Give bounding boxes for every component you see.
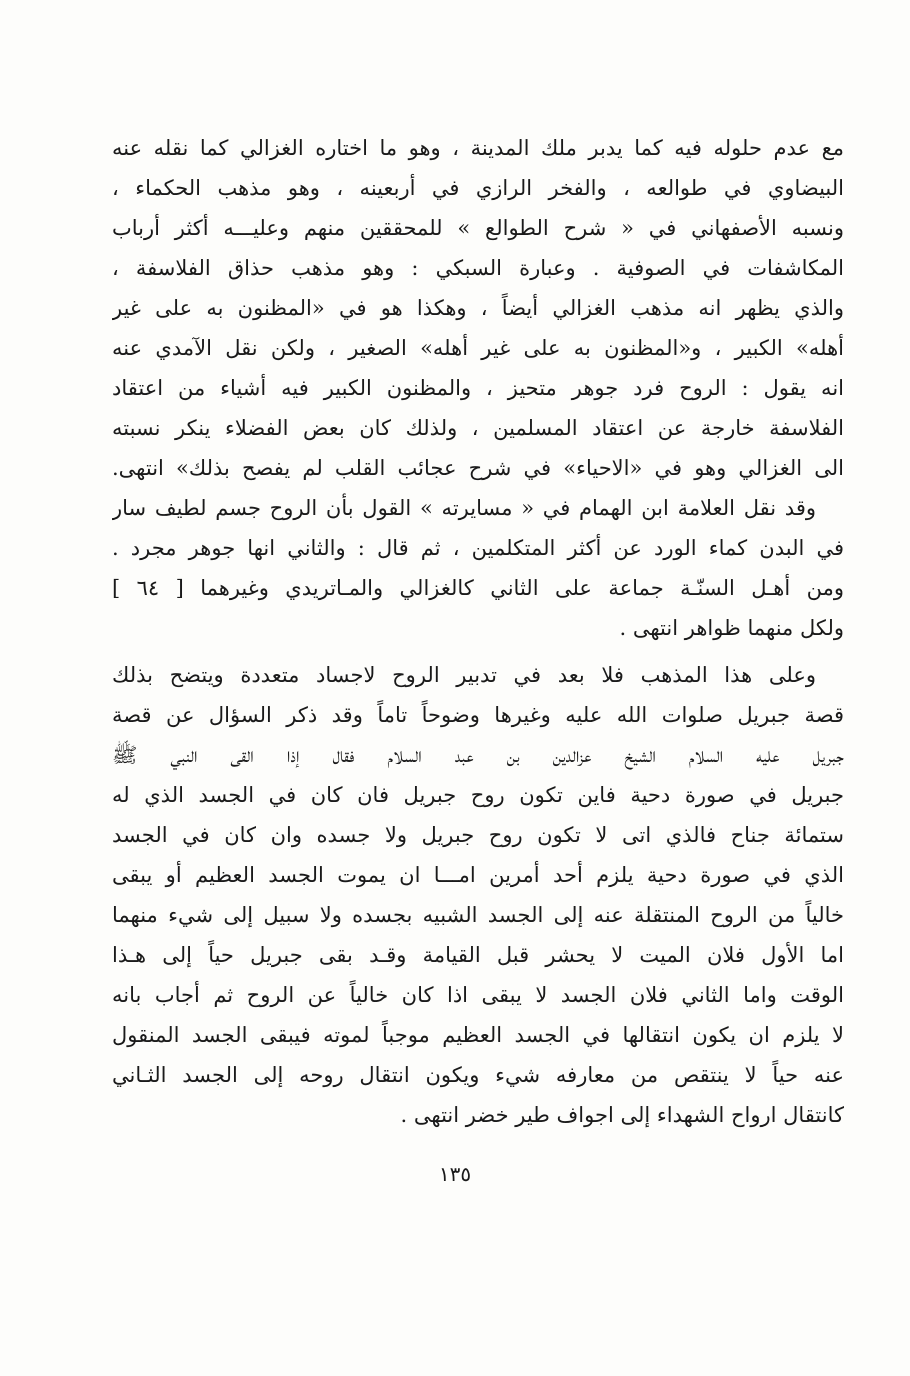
text-line: البيضاوي في طوالعه ، والفخر الرازي في أربعينه ، وهو مذهب الحكماء ،: [112, 176, 844, 200]
text-line: وعلى هذا المذهب فلا بعد في تدبير الروح لاجساد متعددة ويتضح بذلك: [112, 663, 816, 687]
text-line: خالياً من الروح المنتقلة عنه إلى الجسد الشبيه بجسده ولا سبيل إلى شيء منهما: [112, 903, 844, 927]
text-line: قصة جبريل صلوات الله عليه وغيرها وضوحاً تاماً وقد ذكر السؤال عن قصة: [112, 703, 844, 727]
text-line: الذي في صورة دحية يلزم أحد أمرين امـــا ان يموت الجسد العظيم أو يبقى: [112, 863, 844, 887]
text-line: انه يقول : الروح فرد جوهر متحيز ، والمظنون الكبير فيه أشياء من اعتقاد: [112, 376, 844, 400]
text-line: اما الأول فلان الميت لا يحشر قبل القيامة وقـد بقى جبريل حياً إلى هـذا: [112, 943, 844, 967]
text-line: لا يلزم ان يكون انتقالها في الجسد العظيم موجباً لموته فيبقى الجسد المنقول: [112, 1023, 844, 1047]
text-line: ومن أهـل السنّـة جماعة على الثاني كالغزالي والمـاتريدي وغيرهما [ ٦٤ ]: [112, 576, 844, 600]
text-line: الى الغزالي وهو في «الاحياء» في شرح عجائب القلب لم يفصح بذلك» انتهى.: [112, 456, 844, 480]
text-line: ونسبه الأصفهاني في « شرح الطوالع » للمحققين منهم وعليـــه أكثر أرباب: [112, 216, 844, 240]
text-line: عنه حياً لا ينتقص من معارفه شيء ويكون انتقال روحه إلى الجسد الثـاني: [112, 1063, 844, 1087]
text-line: والذي يظهر انه مذهب الغزالي أيضاً ، وهكذا هو في «المظنون به على غير: [112, 296, 844, 320]
text-line: ستمائة جناح فالذي اتى لا تكون روح جبريل ولا جسده وان كان في الجسد: [112, 823, 844, 847]
text-line: المكاشفات في الصوفية . وعبارة السبكي : وهو مذهب حذاق الفلاسفة ،: [112, 256, 844, 280]
text-line: جبريل في صورة دحية فاين تكون روح جبريل فان كان في الجسد الذي له: [112, 783, 844, 807]
text-line: الوقت واما الثاني فلان الجسد لا يبقى اذا كان خالياً عن الروح ثم أجاب بانه: [112, 983, 844, 1007]
text-line: كانتقال ارواح الشهداء إلى اجواف طير خضر انتهى .: [400, 1103, 844, 1127]
text-line: في البدن كماء الورد عن أكثر المتكلمين ، ثم قال : والثاني انها جوهر مجرد .: [112, 536, 844, 560]
text-line: جبريل عليه السلام الشيخ عزالدين بن عبد السلام فقال إذا القى النبي ﷺ: [112, 743, 844, 767]
text-line: ولكل منهما ظواهر انتهى .: [619, 616, 844, 640]
text-line: وقد نقل العلامة ابن الهمام في « مسايرته » القول بأن الروح جسم لطيف سار: [112, 496, 816, 520]
text-line: مع عدم حلوله فيه كما يدبر ملك المدينة ، وهو ما اختاره الغزالي كما نقله عنه: [112, 136, 844, 160]
page-number: ١٣٥: [438, 1162, 472, 1186]
text-line: الفلاسفة خارجة عن اعتقاد المسلمين ، ولذلك كان بعض الفضلاء ينكر نسبته: [112, 416, 844, 440]
text-line: أهله» الكبير ، و«المظنون به على غير أهله» الصغير ، ولكن نقل الآمدي عنه: [112, 336, 844, 360]
paragraph-2: [112, 655, 844, 1135]
paragraph-1: [112, 128, 844, 648]
